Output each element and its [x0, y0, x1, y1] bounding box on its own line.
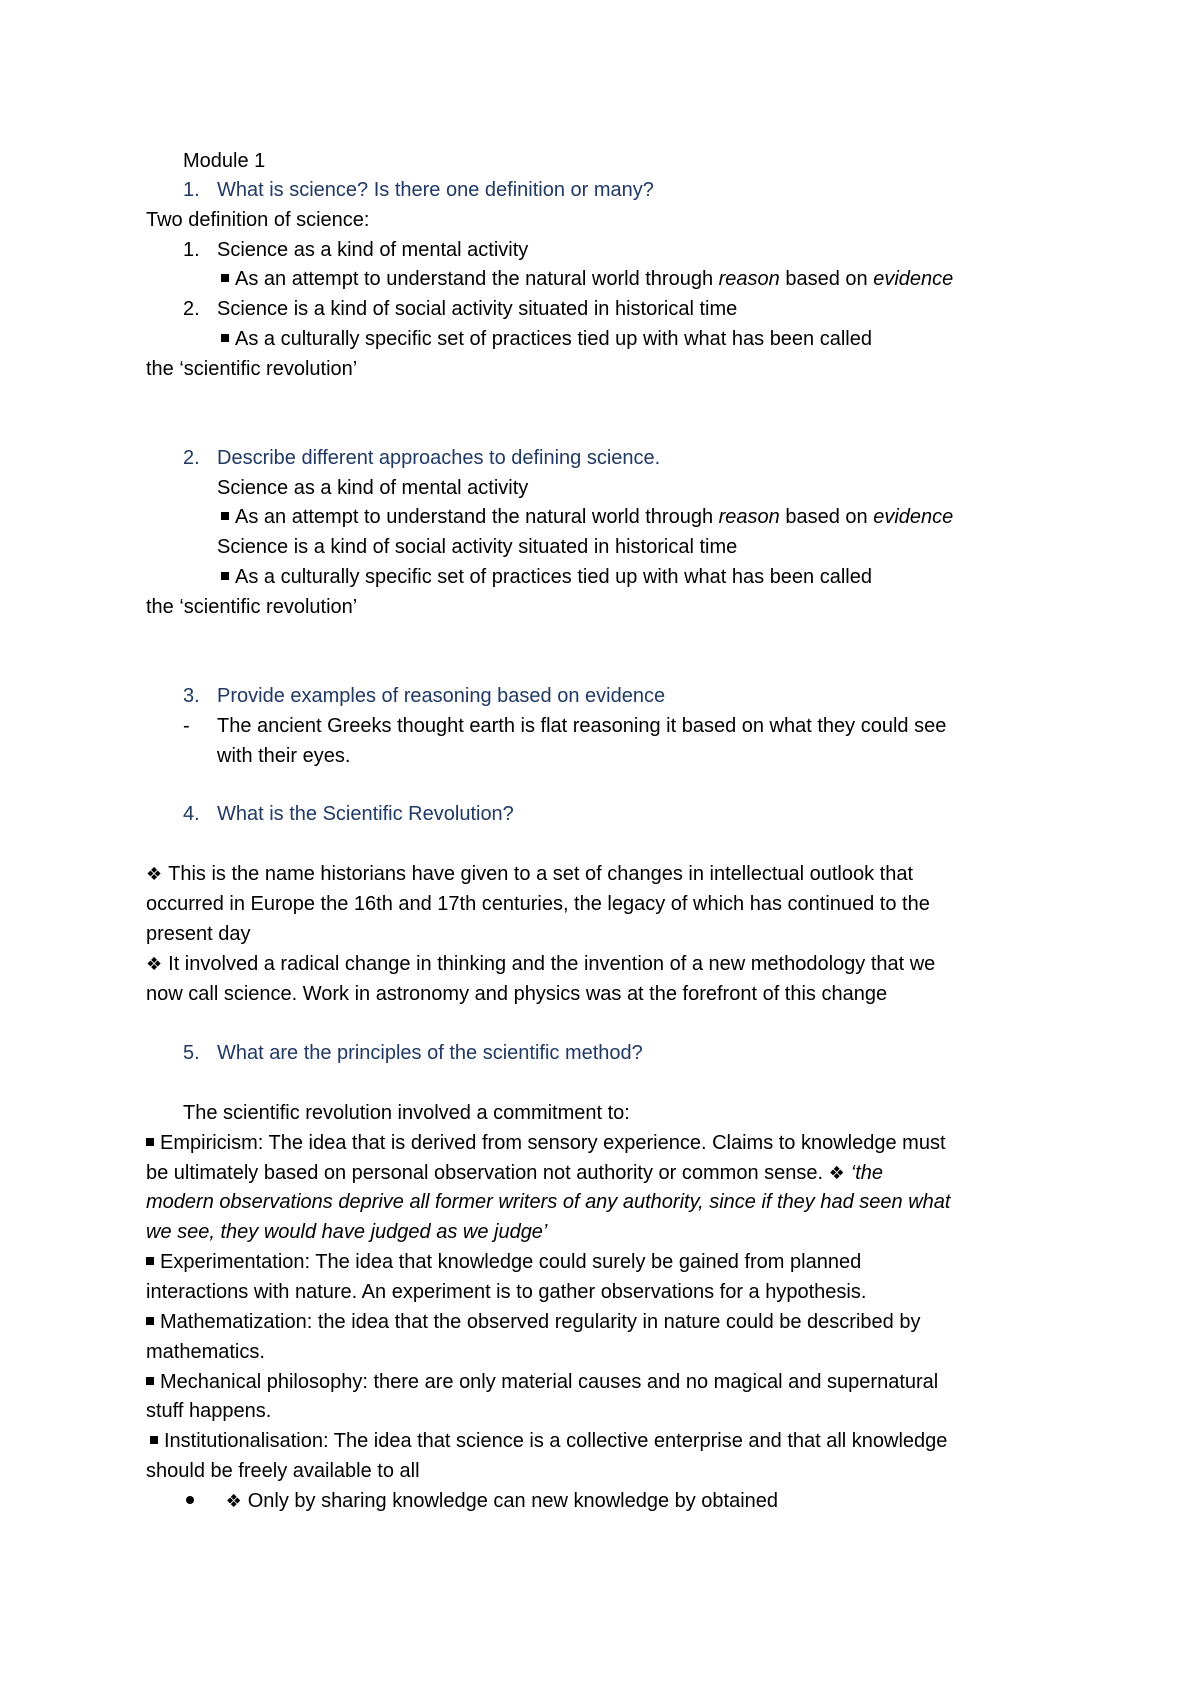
- principle-line: should be freely available to all: [146, 1460, 420, 1482]
- sub-bullet-continuation: the ‘scientific revolution’: [146, 596, 358, 618]
- list-item: Science is a kind of social activity situated in historical time: [217, 536, 738, 558]
- question-5: 5. What are the principles of the scientific method?: [183, 1042, 643, 1064]
- list-item: Science as a kind of mental activity: [217, 477, 529, 499]
- diamond-bullet-icon: ❖: [146, 954, 163, 975]
- square-bullet-icon: [221, 512, 229, 520]
- diamond-bullet-icon: ❖: [225, 1491, 242, 1512]
- final-point: ❖ Only by sharing knowledge can new knowledge by obtained: [186, 1488, 778, 1515]
- question-text: What is science? Is there one definition or many?: [217, 179, 654, 201]
- square-bullet-icon: [146, 1317, 154, 1325]
- point-line: occurred in Europe the 16th and 17th centuries, the legacy of which has continued to the: [146, 893, 930, 915]
- sub-bullet: As a culturally specific set of practices tied up with what has been called: [221, 326, 872, 352]
- principle-line: Institutionalisation: The idea that science is a collective enterprise and that all knowledge: [150, 1428, 947, 1454]
- section-intro: Two definition of science:: [146, 209, 370, 231]
- point-line: now call science. Work in astronomy and physics was at the forefront of this change: [146, 983, 888, 1005]
- quote-line: we see, they would have judged as we judge’: [146, 1221, 548, 1243]
- question-2: 2. Describe different approaches to defining science.: [183, 447, 661, 469]
- question-1: [183, 177, 654, 203]
- dash-bullet: -: [183, 715, 190, 737]
- list-item: 2. Science is a kind of social activity situated in historical time: [183, 298, 738, 320]
- square-bullet-icon: [221, 274, 229, 282]
- principle-line: Experimentation: The idea that knowledge could surely be gained from planned: [146, 1249, 861, 1275]
- answer-line: - The ancient Greeks thought earth is flat reasoning it based on what they could see: [183, 715, 947, 737]
- sub-bullet-continuation: the ‘scientific revolution’: [146, 358, 358, 380]
- question-4: 4. What is the Scientific Revolution?: [183, 803, 514, 825]
- sub-bullet: As a culturally specific set of practices tied up with what has been called: [221, 564, 872, 590]
- point-line: ❖ This is the name historians have given to a set of changes in intellectual outlook that: [146, 863, 914, 885]
- sub-bullet: As an attempt to understand the natural world through reason based on evidence: [221, 266, 953, 292]
- principle-line: mathematics.: [146, 1341, 265, 1363]
- list-item: 1. Science as a kind of mental activity: [183, 239, 529, 261]
- section-intro: The scientific revolution involved a commitment to:: [183, 1102, 630, 1124]
- quote-line: modern observations deprive all former writers of any authority, since if they had seen what: [146, 1191, 951, 1213]
- square-bullet-icon: [150, 1436, 158, 1444]
- diamond-bullet-icon: ❖: [146, 864, 163, 885]
- point-line: present day: [146, 923, 251, 945]
- page-title: Module 1: [183, 150, 266, 172]
- sub-bullet: As an attempt to understand the natural world through reason based on evidence: [221, 504, 953, 530]
- answer-line: with their eyes.: [217, 745, 351, 767]
- question-number: 1.: [183, 179, 200, 201]
- square-bullet-icon: [221, 572, 229, 580]
- principle-line: Mathematization: the idea that the observed regularity in nature could be described by: [146, 1309, 920, 1335]
- square-bullet-icon: [221, 334, 229, 342]
- point-line: ❖ It involved a radical change in thinking and the invention of a new methodology that we: [146, 953, 936, 975]
- principle-line: Empiricism: The idea that is derived from sensory experience. Claims to knowledge must: [146, 1130, 946, 1156]
- question-3: 3. Provide examples of reasoning based on evidence: [183, 685, 666, 707]
- round-bullet-icon: [186, 1496, 194, 1504]
- principle-line: Mechanical philosophy: there are only material causes and no magical and supernatural: [146, 1369, 938, 1395]
- principle-line: be ultimately based on personal observation not authority or common sense. ❖ ‘the: [146, 1162, 884, 1184]
- square-bullet-icon: [146, 1138, 154, 1146]
- square-bullet-icon: [146, 1377, 154, 1385]
- square-bullet-icon: [146, 1257, 154, 1265]
- principle-line: stuff happens.: [146, 1400, 272, 1422]
- diamond-bullet-icon: ❖: [828, 1163, 845, 1184]
- principle-line: interactions with nature. An experiment is to gather observations for a hypothesis.: [146, 1281, 867, 1303]
